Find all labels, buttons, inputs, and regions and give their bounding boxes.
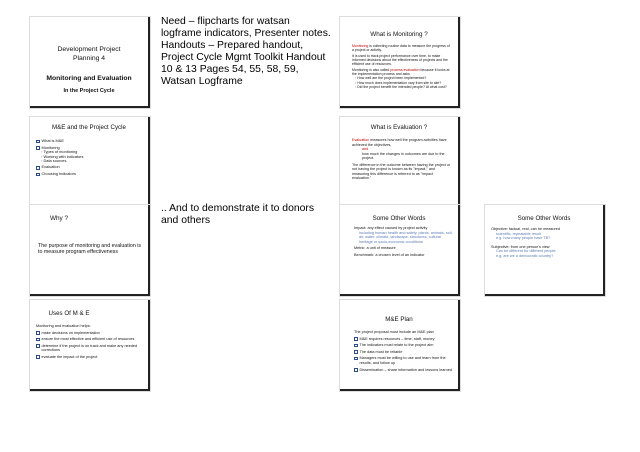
slide-body [352, 138, 452, 181]
checkbox-icon [36, 355, 40, 359]
text-and: and [362, 147, 369, 151]
slide-body: The purpose of monitoring and evaluation is to measure program effectiveness [38, 243, 142, 256]
list-item: determine if the project is on track and make any needed corrections [36, 344, 144, 353]
checkbox-icon [36, 344, 40, 348]
list-item: Evaluation [36, 165, 144, 170]
checkbox-icon [36, 331, 40, 335]
definition-benchmark: Benchmark: a chosen level of an indicator [354, 252, 425, 257]
text-lead: Monitoring and evaluation helps: [36, 324, 91, 328]
notes-line: and others [161, 215, 211, 226]
slide-title-line1: Development Project [57, 46, 121, 53]
list-subitem: ◦ Data sources [41, 158, 67, 164]
list-subitem: ◦ Types of monitoring [41, 149, 78, 155]
checkbox-icon [354, 350, 358, 354]
text: Monitoring is also called [352, 68, 391, 73]
text: because it looks at the implementation process and asks [352, 68, 450, 77]
list-item: M&E requires resources – time, staff, money [354, 337, 454, 342]
slide-why [30, 205, 150, 296]
slide-title: What is Monitoring ? [370, 31, 428, 38]
checkbox-icon [354, 368, 358, 372]
text: is collecting routine data to measure the progress of a project or activity. [352, 44, 450, 53]
slide-title: M&E and the Project Cycle [52, 124, 126, 131]
checkbox-icon [36, 140, 40, 144]
checkbox-icon [354, 344, 358, 348]
slide-title: M&E Plan [385, 316, 413, 323]
list-item: The indicators must relate to the project aim [354, 343, 454, 348]
slide-what-is-evaluation [340, 117, 460, 208]
presenter-notes-top [161, 16, 341, 88]
definition-subjective-example: e.g. are we a democratic country? [496, 253, 554, 258]
list-item: What is M&E [36, 139, 144, 144]
definition-subjective-detail: Can be different for different people [496, 249, 556, 254]
text: The difference in the outcome between having the project or not having the project is known as its "impact," and measuring this difference is referred to as "impact evaluation." [352, 162, 451, 180]
definition-subjective: Subjective: from one person's view [491, 244, 550, 249]
text: It is used to track project performance over time, to make informed decisions about the effectiveness of projects and the efficient use of resources. [352, 53, 448, 67]
definition-metric: Metric: a unit of measure [354, 246, 396, 251]
term-process-evaluation: process evaluation [390, 68, 420, 73]
text: how much the changes in outcomes are due to the project. [362, 151, 445, 160]
list-item: The data must be reliable [354, 350, 454, 355]
checkbox-icon [36, 173, 40, 177]
slide-me-plan [340, 300, 460, 391]
slide-body [352, 44, 452, 89]
notes-line: Project Cycle Mgmt Toolkit Handout [161, 52, 326, 63]
text: measures how well the program activities have achieved the objectives, [352, 138, 447, 147]
slide-title-line2: Planning 4 [72, 55, 106, 62]
presenter-notes-middle [161, 203, 341, 227]
list-item: evaluate the impact of the project [36, 355, 144, 360]
slide-body [36, 139, 144, 179]
slide-title: What is Evaluation ? [370, 124, 428, 131]
notes-line: logframe indicators, Presenter notes. [161, 28, 331, 39]
slide-me-project-cycle [30, 117, 150, 208]
slide-body [354, 226, 454, 258]
slide-title: Some Other Words [372, 215, 426, 222]
definition-objective: Objective: factual, real, can be measured [491, 227, 561, 231]
slide-body [36, 324, 144, 361]
slide-uses-of-me [30, 300, 150, 391]
list-item: ◦ How much does implementation vary from site to site? [355, 80, 442, 85]
checkbox-icon [354, 357, 358, 361]
slide-other-words-1 [340, 205, 460, 296]
slide-title: Some Other Words [517, 215, 571, 222]
list-item: Dissemination – share information and lessons learned [354, 368, 454, 373]
list-subitem: ◦ Working with indicators [41, 153, 84, 159]
slide-title: Why ? [49, 215, 69, 222]
list-item: make decisions on implementation [36, 331, 144, 336]
definition-impact-detail: including human health and safety, plants, animals, soil, air, water, climate, landscape, structures, cultural heritage or socio-economic conditions [359, 230, 453, 244]
slide-what-is-monitoring [340, 17, 460, 108]
slide-heading: Monitoring and Evaluation [46, 75, 132, 82]
text-lead: The project proposal must include an M&E plan [354, 330, 434, 334]
slide-other-words-2 [485, 205, 605, 296]
slide-title [30, 17, 150, 108]
definition-objective-detail: scientific, repeatable result [496, 231, 541, 236]
checkbox-icon [36, 146, 40, 150]
list-item: ◦ Did the project benefit the intended people? At what cost? [355, 84, 447, 89]
list-item: ◦ How well are the project been implemented? [355, 76, 427, 81]
slide-subheading: In the Project Cycle [63, 88, 115, 94]
list-item: Monitoring [36, 146, 144, 151]
checkbox-icon [354, 337, 358, 341]
notes-line: .. And to demonstrate it to donors [161, 203, 315, 214]
list-item: ensure the most effective and efficient use of resources [36, 337, 144, 342]
list-item: Managers must be willing to use and learn from the results, and follow up [354, 356, 454, 365]
checkbox-icon [36, 338, 40, 342]
definition-impact: Impact: any effect caused by project activity [354, 226, 428, 230]
definition-objective-example: e.g. how many people have TB? [496, 236, 551, 241]
term-evaluation: Evaluation [352, 138, 370, 142]
notes-line: Handouts – Prepared handout, [161, 40, 304, 51]
notes-line: Need – flipcharts for watsan [161, 16, 290, 27]
slide-body [491, 227, 601, 259]
slide-body [354, 330, 454, 374]
term-monitoring: Monitoring [352, 44, 369, 48]
notes-line: Watsan Logframe [161, 76, 243, 87]
notes-line: 10 & 13 Pages 54, 55, 58, 59, [161, 64, 299, 75]
checkbox-icon [36, 166, 40, 170]
list-item: Choosing Indicators [36, 172, 144, 177]
slide-title: Uses Of M & E [48, 310, 90, 317]
